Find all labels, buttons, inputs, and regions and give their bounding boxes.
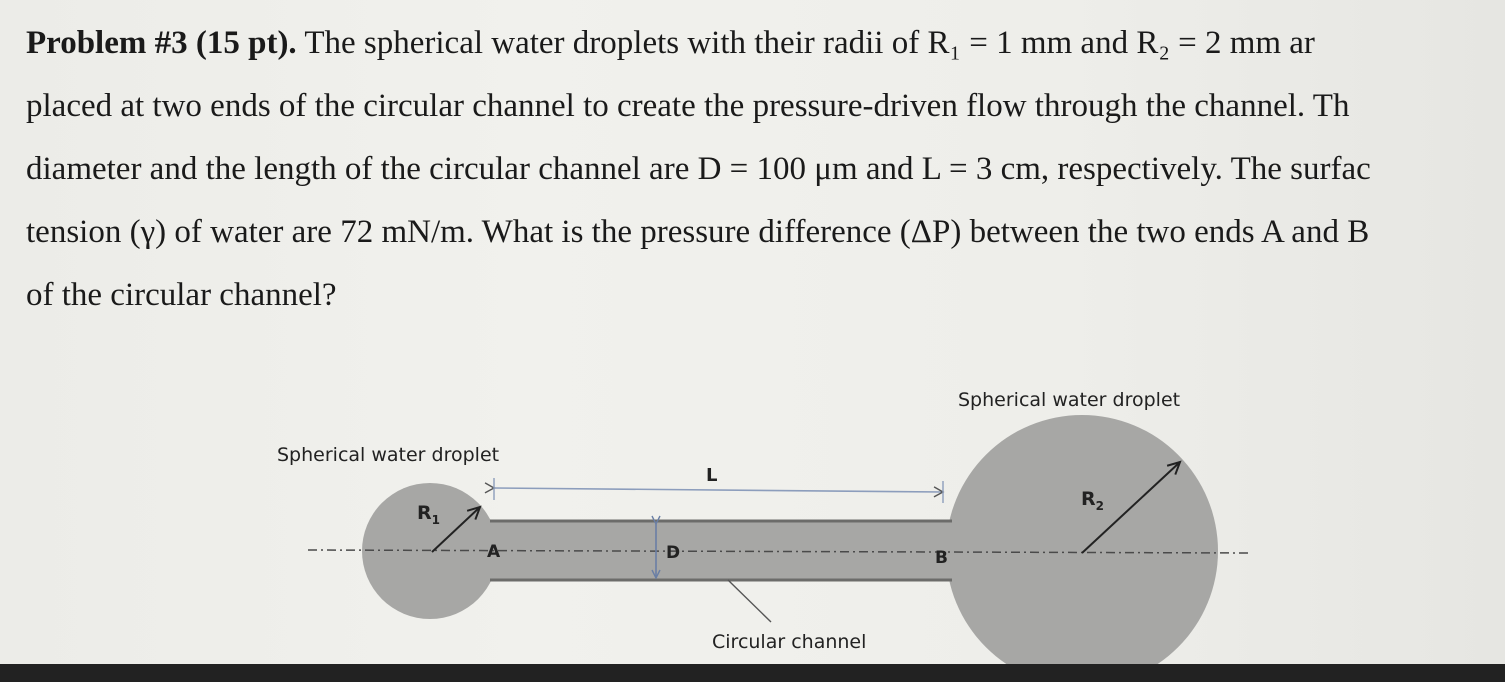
channel-label: Circular channel [712,631,867,653]
r1-letter: R [417,502,432,524]
length-label: L [706,465,718,486]
point-a-label: A [487,542,501,562]
length-dimension-line [494,488,943,492]
right-droplet [946,415,1218,664]
left-droplet-label: Spherical water droplet [277,444,500,466]
problem-line-2: placed at two ends of the circular channel to create the pressure-driven flow through the channel. Th [26,88,1350,124]
diameter-label: D [666,543,681,563]
r2-letter: R [1081,488,1096,510]
point-b-label: B [935,548,948,568]
channel-leader-line [728,580,771,622]
problem-heading: Problem #3 (15 pt). [26,25,297,61]
problem-line-4: tension (γ) of water are 72 mN/m. What is the pressure difference (ΔP) between the two ends A and B [26,214,1370,250]
right-droplet-label: Spherical water droplet [958,389,1181,411]
r1-subscript: 1 [431,513,440,527]
problem-line-5: of the circular channel? [26,277,337,313]
screen-bezel [0,664,1505,682]
problem-line-1-text: The spherical water droplets with their radii of R₁ = 1 mm and R₂ = 2 mm ar [296,25,1315,61]
problem-line-3: diameter and the length of the circular channel are D = 100 μm and L = 3 cm, respectively. The surfac [26,151,1371,187]
r2-subscript: 2 [1095,499,1104,513]
